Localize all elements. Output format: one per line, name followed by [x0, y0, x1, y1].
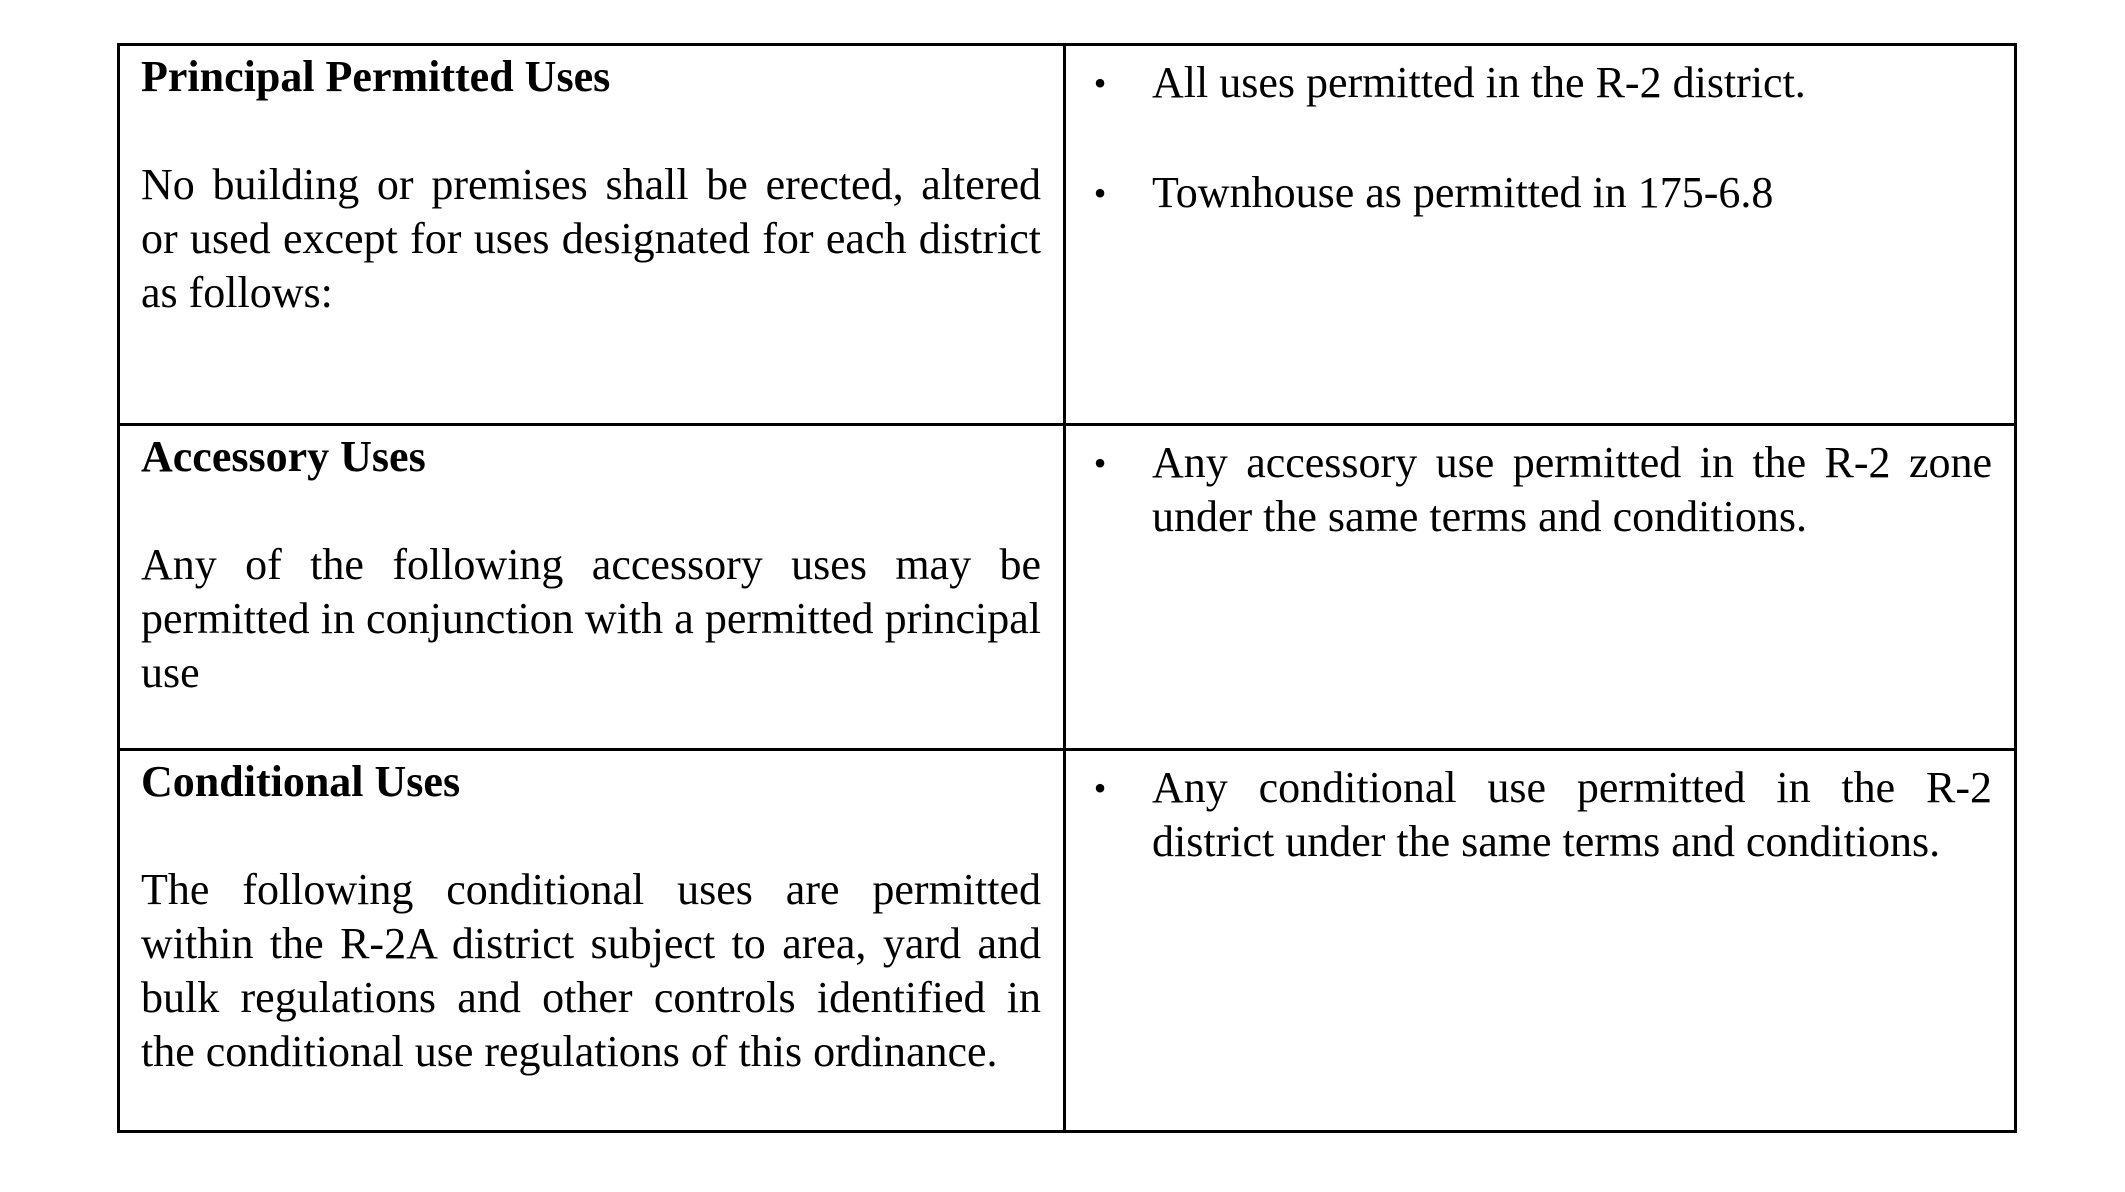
permitted-uses-cell: [1065, 750, 2016, 1132]
zoning-uses-table: [117, 43, 2017, 1133]
use-category-description: The following conditional uses are permitted within the R-2A district subject to area, yard and bulk regulations and other controls identified in the conditional use regulations of this ordinance.: [141, 865, 1041, 1076]
list-item-text: Townhouse as permitted in 175-6.8: [1152, 168, 1774, 217]
list-item: [1066, 166, 1992, 220]
permitted-uses-cell: [1065, 425, 2016, 750]
list-item-text: Any conditional use permitted in the R-2 district under the same terms and conditions.: [1152, 763, 1992, 866]
list-item-text: Any accessory use permitted in the R-2 zone under the same terms and conditions.: [1152, 438, 1992, 541]
use-category-cell: [119, 425, 1065, 750]
list-item-text: All uses permitted in the R-2 district.: [1152, 58, 1806, 107]
use-category-heading: Principal Permitted Uses: [141, 52, 611, 101]
bullet-icon: •: [1093, 443, 1107, 483]
bullet-icon: •: [1093, 63, 1107, 103]
use-category-description: No building or premises shall be erected, altered or used except for uses designated for each district as follows:: [141, 160, 1041, 317]
use-category-heading: Conditional Uses: [141, 757, 461, 806]
use-category-cell: [119, 750, 1065, 1132]
bullet-icon: •: [1093, 173, 1107, 213]
permitted-uses-list: [1066, 426, 2014, 544]
permitted-uses-list: [1066, 751, 2014, 869]
bullet-icon: •: [1093, 768, 1107, 808]
permitted-uses-cell: [1065, 45, 2016, 425]
use-category-heading: Accessory Uses: [141, 432, 426, 481]
table-row-accessory-uses: [119, 425, 2016, 750]
table-row-principal-permitted-uses: [119, 45, 2016, 425]
use-category-cell: [119, 45, 1065, 425]
permitted-uses-list: [1066, 46, 2014, 220]
list-item: [1066, 761, 1992, 869]
table-row-conditional-uses: [119, 750, 2016, 1132]
list-item: [1066, 436, 1992, 544]
list-item: [1066, 56, 1992, 110]
use-category-description: Any of the following accessory uses may be permitted in conjunction with a permitted principal use: [141, 540, 1041, 697]
